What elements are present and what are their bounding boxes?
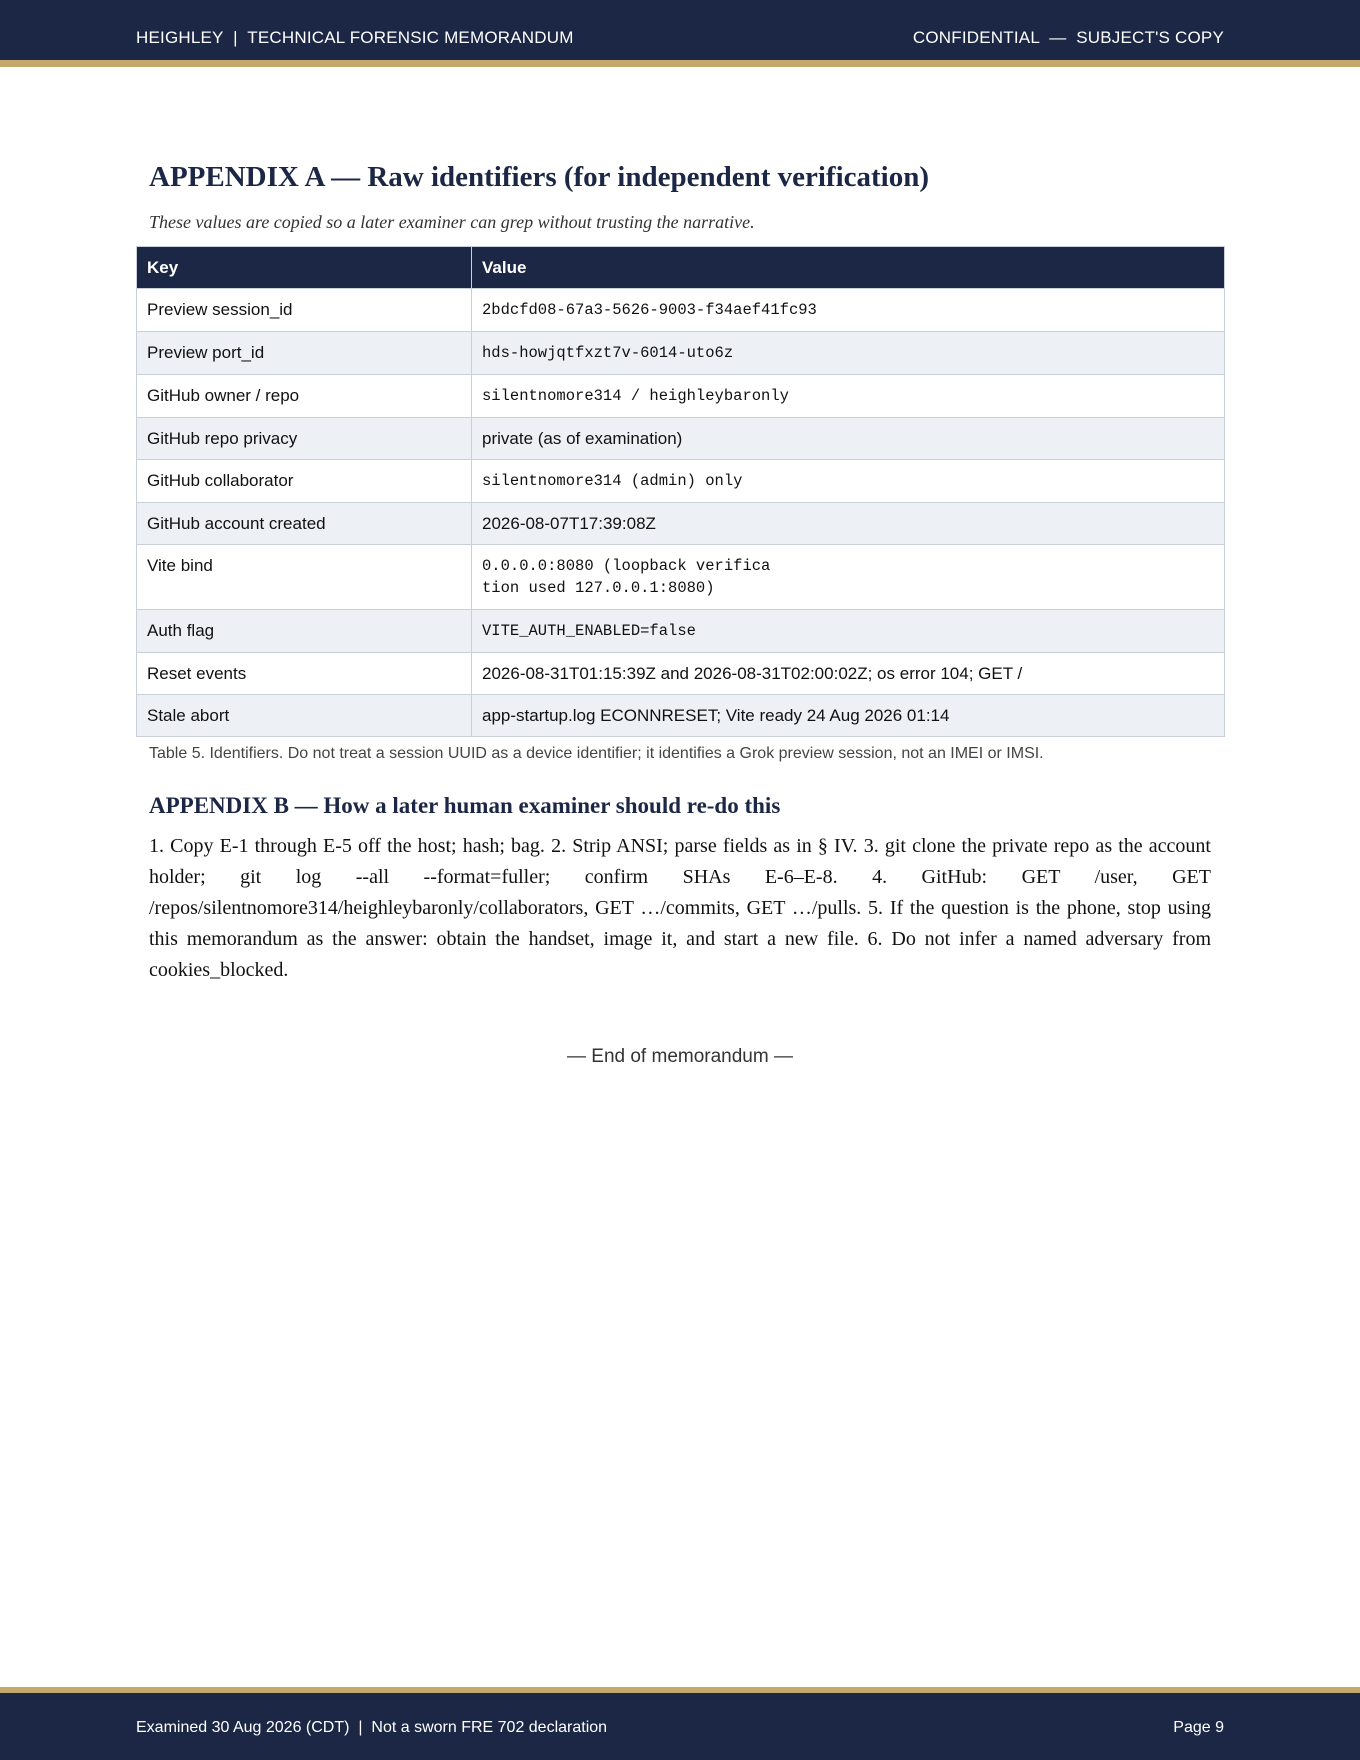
- appendix-a-lead: These values are copied so a later examiner can grep without trusting the narrative.: [149, 212, 755, 232]
- row-key: Vite bind: [137, 545, 472, 610]
- row-key: GitHub repo privacy: [137, 418, 472, 460]
- table-row: [137, 418, 1225, 460]
- appendix-a-title: APPENDIX A — Raw identifiers (for independent verification): [149, 161, 929, 193]
- row-key: Preview session_id: [137, 289, 472, 332]
- row-value: silentnomore314 / heighleybaronly: [472, 375, 1225, 418]
- table-row: [137, 610, 1225, 653]
- appendix-b-title: APPENDIX B — How a later human examiner should re-do this: [149, 793, 781, 818]
- header-document-title: HEIGHLEY | TECHNICAL FORENSIC MEMORANDUM: [136, 28, 574, 47]
- table-header-row: [137, 247, 1225, 289]
- row-value: VITE_AUTH_ENABLED=false: [472, 610, 1225, 653]
- row-key: Reset events: [137, 653, 472, 695]
- row-key: GitHub collaborator: [137, 460, 472, 503]
- table-row: [137, 375, 1225, 418]
- column-header-value: Value: [472, 247, 1225, 289]
- row-key: Stale abort: [137, 695, 472, 737]
- table-row: [137, 653, 1225, 695]
- page-number: Page 9: [1173, 1719, 1224, 1736]
- table-row: [137, 545, 1225, 610]
- row-value: 2026-08-31T01:15:39Z and 2026-08-31T02:00:02Z; os error 104; GET /: [472, 653, 1225, 695]
- row-value: silentnomore314 (admin) only: [472, 460, 1225, 503]
- page-footer: [0, 1687, 1360, 1760]
- row-value: app-startup.log ECONNRESET; Vite ready 24 Aug 2026 01:14: [472, 695, 1225, 737]
- table-row: [137, 503, 1225, 545]
- row-key: Preview port_id: [137, 332, 472, 375]
- footer-examination-note: Examined 30 Aug 2026 (CDT) | Not a sworn FRE 702 declaration: [136, 1719, 608, 1736]
- row-value-line-2: tion used 127.0.0.1:8080): [482, 579, 715, 597]
- row-value: [472, 545, 1225, 610]
- table-row: [137, 289, 1225, 332]
- memorandum-body: [136, 155, 1224, 1068]
- row-value: 2026-08-07T17:39:08Z: [472, 503, 1225, 545]
- row-key: Auth flag: [137, 610, 472, 653]
- row-value-line-1: 0.0.0.0:8080 (loopback verifica: [482, 557, 771, 575]
- header-confidentiality-label: CONFIDENTIAL — SUBJECT'S COPY: [912, 28, 1224, 47]
- column-header-key: Key: [137, 247, 472, 289]
- identifiers-table: [136, 246, 1225, 737]
- table-caption: Table 5. Identifiers. Do not treat a session UUID as a device identifier; it identifies a Grok preview session, not an IMEI or IMSI.: [149, 745, 1044, 762]
- table-row: [137, 332, 1225, 375]
- row-value: 2bdcfd08-67a3-5626-9003-f34aef41fc93: [472, 289, 1225, 332]
- page-header: [0, 0, 1360, 67]
- row-key: GitHub account created: [137, 503, 472, 545]
- row-value: hds-howjqtfxzt7v-6014-uto6z: [472, 332, 1225, 375]
- table-row: [137, 460, 1225, 503]
- end-of-memorandum: — End of memorandum —: [567, 1046, 793, 1067]
- row-key: GitHub owner / repo: [137, 375, 472, 418]
- appendix-b-instructions: 1. Copy E-1 through E-5 off the host; hash; bag. 2. Strip ANSI; parse fields as in § IV. 3. git clone the private repo as the account holder; git log --all --format=fuller; confirm SHAs E-6–E-8. 4. GitHub: GET /user, GET /repos/silentnomore314/heighleybaronly/collaborators, GET …/commits, GET …/pulls. 5. If the question is the phone, stop using this memorandum as the answer: obtain the handset, image it, and start a new file. 6. Do not infer a named adversary from cookies_blocked.: [149, 835, 1211, 981]
- row-value: private (as of examination): [472, 418, 1225, 460]
- table-row: [137, 695, 1225, 737]
